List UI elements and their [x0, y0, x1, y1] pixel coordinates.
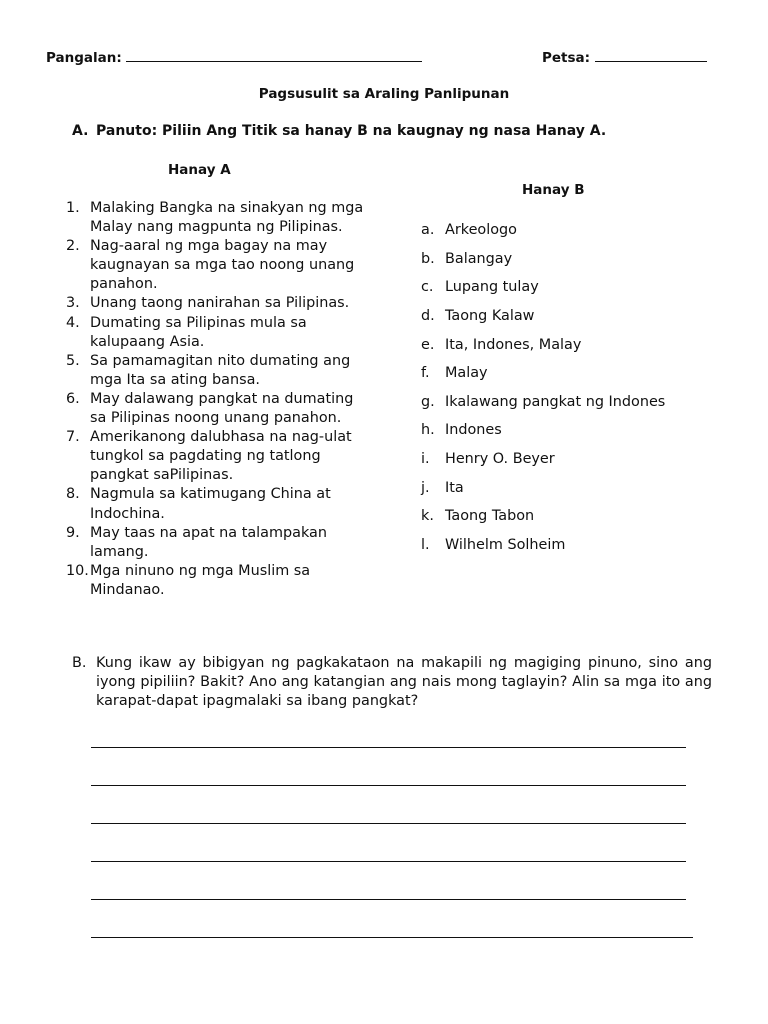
- question-item: 6. May dalawang pangkat na dumating sa Pilipinas noong unang panahon.: [66, 390, 354, 427]
- part-b-letter: B.: [72, 655, 87, 671]
- date-field: [542, 48, 707, 66]
- column-b-title: Hanay B: [522, 182, 585, 198]
- choice-item: d. Taong Kalaw: [421, 308, 535, 325]
- choice-item: f. Malay: [421, 365, 488, 382]
- page-title: Pagsusulit sa Araling Panlipunan: [258, 86, 510, 102]
- question-item: 4. Dumating sa Pilipinas mula sa kalupaang Asia.: [66, 314, 307, 350]
- choice-item: e. Ita, Indones, Malay: [421, 336, 582, 353]
- question-item: 10. Mga ninuno ng mga Muslim sa Mindanao.: [66, 562, 311, 598]
- part-b-question-text: Kung ikaw ay bibigyan ng pagkakataon na makapili ng magiging pinuno, sino ang iyong pipiliin? Bakit? Ano ang katangian ang nais mong taglayin? Alin sa mga ito ang karapat-dapat ipagmalaki sa ibang pangkat?: [96, 655, 712, 710]
- part-b-question: [72, 654, 712, 712]
- date-label: Petsa:: [542, 50, 591, 66]
- choice-item: c. Lupang tulay: [421, 279, 539, 296]
- name-label: Pangalan:: [46, 50, 122, 66]
- answer-line[interactable]: [91, 823, 686, 824]
- column-a-list: [66, 199, 366, 600]
- column-b-list: [421, 216, 665, 559]
- choice-item: l. Wilhelm Solheim: [421, 536, 566, 553]
- choice-item: b. Balangay: [421, 250, 513, 267]
- column-a-title: Hanay A: [168, 162, 231, 178]
- question-item: 3. Unang taong nanirahan sa Pilipinas.: [66, 295, 350, 312]
- question-item: 7. Amerikanong dalubhasa na nag-ulat tungkol sa pagdating ng tatlong pangkat saPilipinas.: [66, 429, 352, 484]
- answer-line[interactable]: [91, 899, 686, 900]
- answer-line[interactable]: [91, 747, 686, 748]
- part-a-instruction-text: Panuto: Piliin Ang Titik sa hanay B na kaugnay ng nasa Hanay A.: [96, 123, 607, 139]
- answer-line[interactable]: [91, 785, 686, 786]
- choice-item: j. Ita: [421, 479, 464, 496]
- name-blank[interactable]: [126, 48, 422, 62]
- choice-item: i. Henry O. Beyer: [421, 451, 555, 468]
- choice-item: g. Ikalawang pangkat ng Indones: [421, 393, 666, 410]
- choice-item: a. Arkeologo: [421, 222, 517, 239]
- question-item: 8. Nagmula sa katimugang China at Indochina.: [66, 486, 331, 522]
- question-item: 5. Sa pamamagitan nito dumating ang mga Ita sa ating bansa.: [66, 352, 351, 388]
- question-item: 1. Malaking Bangka na sinakyan ng mga Malay nang magpunta ng Pilipinas.: [66, 200, 364, 236]
- question-item: 2. Nag-aaral ng mga bagay na may kaugnayan sa mga tao noong unang panahon.: [66, 238, 355, 293]
- choice-item: h. Indones: [421, 422, 502, 439]
- answer-line[interactable]: [91, 861, 686, 862]
- name-field: [46, 48, 422, 66]
- date-blank[interactable]: [595, 48, 707, 62]
- choice-item: k. Taong Tabon: [421, 508, 535, 525]
- part-a-instruction: [72, 123, 606, 139]
- question-item: 9. May taas na apat na talampakan lamang.: [66, 524, 327, 560]
- part-a-letter: A.: [72, 123, 89, 139]
- answer-line[interactable]: [91, 937, 693, 938]
